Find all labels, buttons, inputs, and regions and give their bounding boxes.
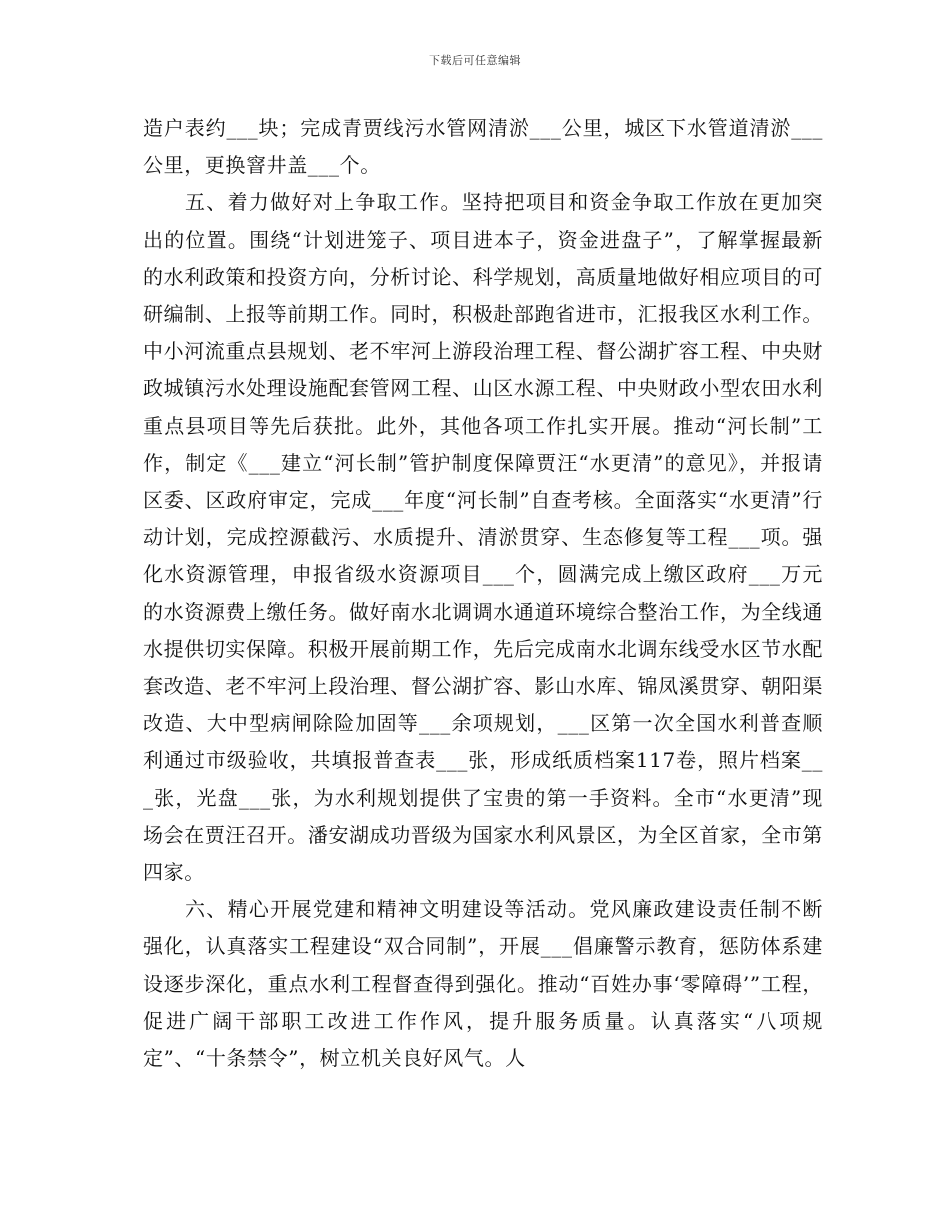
document-body [143, 110, 823, 1077]
page-header: 下载后可任意编辑 [429, 54, 521, 67]
paragraph-continuation: 造户表约___块；完成青贾线污水管网清淤___公里，城区下水管道清淤___公里，更换窨井盖___个。 [143, 116, 823, 178]
paragraph-section-six: 六、精心开展党建和精神文明建设等活动。党风廉政建设责任制不断强化，认真落实工程建设“双合同制”，开展___倡廉警示教育，惩防体系建设逐步深化，重点水利工程督查得到强化。推动“百姓办事‘零障碍’”工程，促进广阔干部职工改进工作作风，提升服务质量。认真落实“八项规定”、“十条禁令”，树立机关良好风气。人 [143, 897, 823, 1071]
paragraph-section-five: 五、着力做好对上争取工作。坚持把项目和资金争取工作放在更加突出的位置。围绕“计划进笼子、项目进本子，资金进盘子”，了解掌握最新的水利政策和投资方向，分析讨论、科学规划，高质量地做好相应项目的可研编制、上报等前期工作。同时，积极赴部跑省进市，汇报我区水利工作。中小河流重点县规划、老不牢河上游段治理工程、督公湖扩容工程、中央财政城镇污水处理设施配套管网工程、山区水源工程、中央财政小型农田水利重点县项目等先后获批。此外，其他各项工作扎实开展。推动“河长制”工作，制定《___建立“河长制”管护制度保障贾汪“水更清”的意见》，并报请区委、区政府审定，完成___年度“河长制”自查考核。全面落实“水更清”行动计划，完成控源截污、水质提升、清淤贯穿、生态修复等工程___项。强化水资源管理，申报省级水资源项目___个，圆满完成上缴区政府___万元的水资源费上缴任务。做好南水北调调水通道环境综合整治工作，为全线通水提供切实保障。积极开展前期工作，先后完成南水北调东线受水区节水配套改造、老不牢河上段治理、督公湖扩容、影山水库、锦凤溪贯穿、朝阳渠改造、大中型病闸除险加固等___余项规划，___区第一次全国水利普查顺利通过市级验收，共填报普查表___张，形成纸质档案117卷，照片档案___张，光盘___张，为水利规划提供了宝贵的第一手资料。全市“水更清”现场会在贾汪召开。潘安湖成功晋级为国家水利风景区，为全区首家，全市第四家。 [143, 190, 823, 885]
